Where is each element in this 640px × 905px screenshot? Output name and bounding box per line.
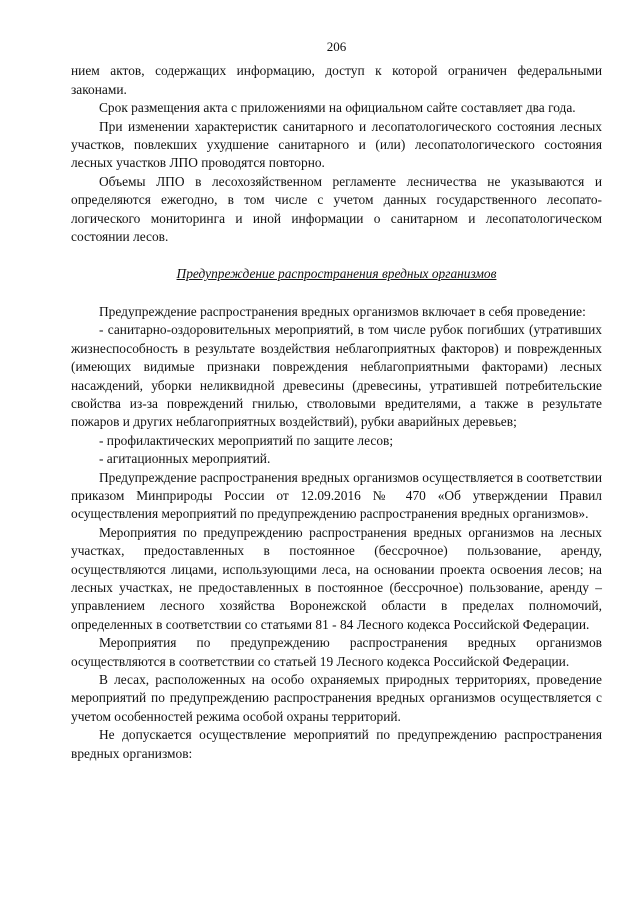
paragraph: При изменении характеристик санитарного и лесопатологического состояния лесных участков, повлекших ухудшение санитарного и (или) лесопатологического состояния лесных участков ЛПО проводятся повторно. (71, 118, 602, 171)
paragraph: Не допускается осуществление мероприятий по предупреждению распространения вредных организмов: (71, 727, 602, 761)
list-item: - санитарно-оздоровительных мероприятий, в том числе рубок погибших (утративших жизнеспособность в результате воздействия неблагоприятных факторов) и поврежденных (имеющих видимые признаки повреждения неблагоприятными факторами) лесных насаждений, уборки неликвидной древесины (древесины, утратившей потребительские свойства из-за повреждений гнилью, стволовыми вредителями, а также в результате пожаров и других неблагоприятных воздействий), рубки аварийных деревьев; (71, 322, 602, 430)
top-text-block (71, 62, 602, 246)
section-heading: Предупреждение распространения вредных организмов (176, 266, 497, 282)
paragraph: В лесах, расположенных на особо охраняемых природных территориях, проведение мероприятий по предупреждению распространения вредных организмов осуществляется с учетом особенностей режима особой охраны территорий. (71, 672, 602, 724)
paragraph: нием актов, содержащих информацию, доступ к которой ограничен федеральными законами. (71, 63, 602, 97)
list-item: - агитационных мероприятий. (99, 451, 271, 467)
paragraph: Предупреждение распространения вредных организмов включает в себя проведение: (99, 303, 586, 319)
page-number: 206 (326, 39, 347, 54)
paragraph: Объемы ЛПО в лесохозяйственном регламенте лесничества не указываются и определяются ежегодно, в том числе с учетом данных государственного лесопатологического мониторинга и иной информации о санитарном и лесопатологическом состоянии лесов. (71, 173, 602, 245)
bottom-text-block (71, 303, 602, 763)
paragraph: Предупреждение распространения вредных организмов осуществляется в соответствии приказом Минприроды России от 12.09.2016 № 470 «Об утверждении Правил осуществления мероприятий по предупреждению распространения вредных организмов». (71, 469, 602, 522)
paragraph: Срок размещения акта с приложениями на официальном сайте составляет два года. (99, 100, 576, 116)
paragraph: Мероприятия по предупреждению распространения вредных организмов осуществляются в соответствии со статьей 19 Лесного кодекса Российской Федерации. (71, 635, 602, 669)
paragraph: Мероприятия по предупреждению распространения вредных организмов на лесных участках, предоставленных в постоянное (бессрочное) пользование, аренду, осуществляются лицами, использующими леса, на основании проекта освоения лесов; на лесных участках, не предоставленных в постоянное (бессрочное) пользование, аренду – управлением лесного хозяйства Воронежской области в пределах полномочий, определенных в соответствии со статьями 81 - 84 Лесного кодекса Российской Федерации. (71, 524, 602, 632)
list-item: - профилактических мероприятий по защите лесов; (99, 432, 394, 448)
